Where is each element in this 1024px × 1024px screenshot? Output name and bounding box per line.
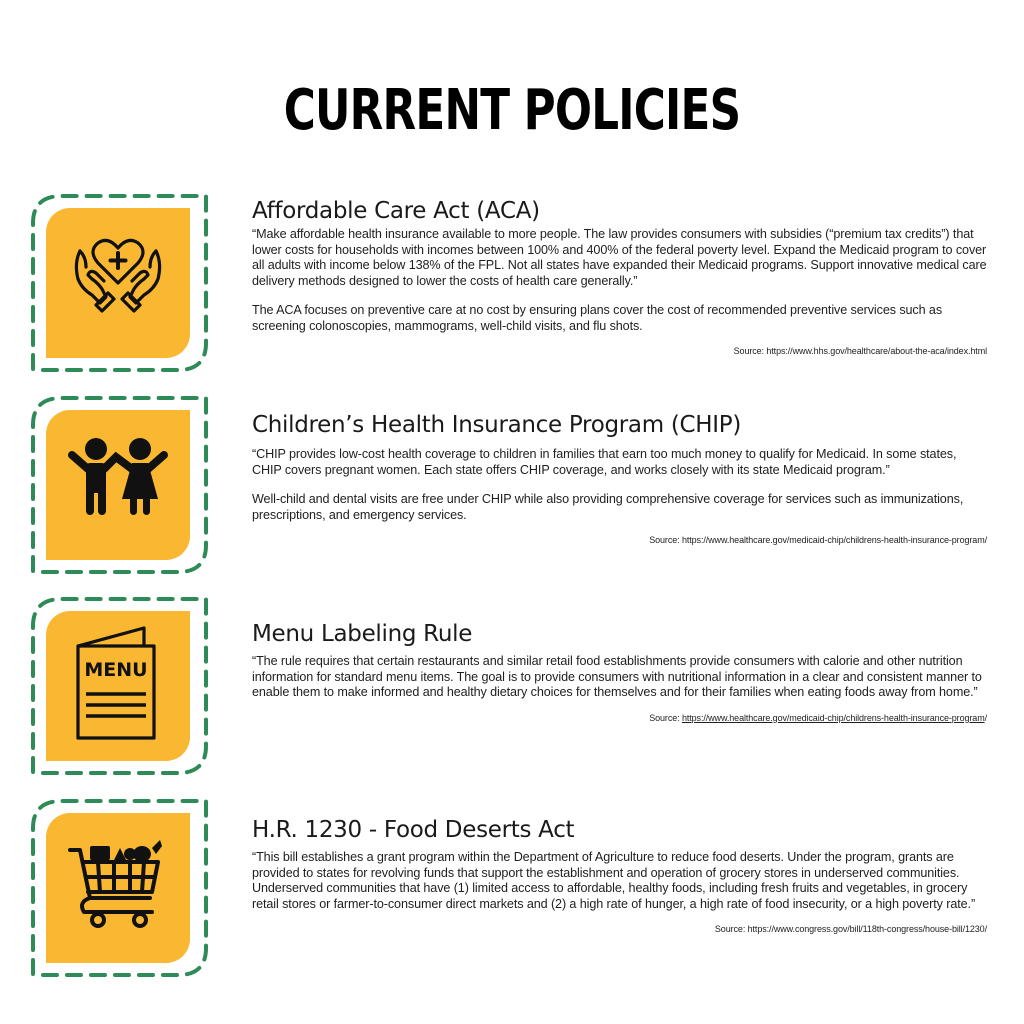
policy-text <box>252 197 987 356</box>
policy-paragraph: The ACA focuses on preventive care at no cost by ensuring plans cover the cost of recommended preventive services such as screening colonoscopies, mammograms, well-child visits, and flu shots. <box>252 303 943 333</box>
icon-frame <box>30 395 208 575</box>
source-link[interactable]: https://www.healthcare.gov/medicaid-chip/childrens-health-insurance-program/ <box>681 535 987 545</box>
icon-frame <box>30 596 208 776</box>
policy-text <box>252 411 987 545</box>
source-link-tail: / <box>984 712 987 723</box>
icon-tile <box>46 611 190 761</box>
source-link[interactable]: https://www.healthcare.gov/medicaid-chip/childrens-health-insurance-program <box>681 712 985 723</box>
menu-icon-text: MENU <box>84 659 148 681</box>
policy-text <box>252 816 987 934</box>
icon-tile <box>46 813 190 963</box>
source-citation <box>252 713 987 723</box>
source-citation <box>252 535 987 545</box>
source-label: Source: <box>649 535 682 545</box>
policy-heading: Affordable Care Act (ACA) <box>252 198 540 224</box>
hands-heart-icon <box>58 223 178 343</box>
source-link[interactable]: https://www.congress.gov/bill/118th-congress/house-bill/1230/ <box>747 924 987 934</box>
children-icon <box>58 425 178 545</box>
page-title: CURRENT POLICIES <box>283 78 741 143</box>
icon-frame <box>30 798 208 978</box>
icon-tile <box>46 410 190 560</box>
policy-paragraph: Well-child and dental visits are free under CHIP while also providing comprehensive coverage for services such as immunizations, prescriptions, and emergency services. <box>252 492 964 522</box>
source-citation <box>252 924 987 934</box>
source-link[interactable]: https://www.hhs.gov/healthcare/about-the-aca/index.html <box>766 346 987 356</box>
policy-paragraph: “Make affordable health insurance available to more people. The law provides consumers with subsidies (“premium tax credits”) that lower costs for households with incomes between 100% and 400% of the federal poverty level. Expand the Medicaid program to cover all adults with income below 138% of the FPL. Not all states have expanded their Medicaid programs. Support innovative medical care delivery methods designed to lower the costs of health care generally.” <box>252 227 987 288</box>
source-citation <box>252 346 987 356</box>
grocery-cart-icon <box>58 828 178 948</box>
policy-heading: H.R. 1230 - Food Deserts Act <box>252 817 575 843</box>
policy-text <box>252 620 987 723</box>
policy-paragraph: “CHIP provides low-cost health coverage to children in families that earn too much money to qualify for Medicaid. In some states, CHIP covers pregnant women. Each state offers CHIP coverage, and works closely with its state Medicaid program.” <box>252 447 957 477</box>
menu-icon <box>58 626 178 746</box>
icon-tile <box>46 208 190 358</box>
icon-frame <box>30 193 208 373</box>
policy-heading: Children’s Health Insurance Program (CHIP) <box>252 412 741 438</box>
source-label: Source: <box>649 712 682 723</box>
policy-paragraph: “The rule requires that certain restaurants and similar retail food establishments provide consumers with calorie and other nutrition information for standard menu items. The goal is to provide consumers with nutritional information in a clear and consistent manner to enable them to make informed and healthy dietary choices for themselves and for their families when eating foods away from home.” <box>252 654 982 699</box>
source-label: Source: <box>733 346 767 356</box>
source-label: Source: <box>714 924 748 934</box>
policy-paragraph: “This bill establishes a grant program within the Department of Agriculture to reduce food deserts. Under the program, grants are provided to states for revolving funds that support the establishment and operation of grocery stores in underserved communities. Underserved communities that have (1) limited access to affordable, healthy foods, including fresh fruits and vegetables, in grocery retail stores or farmer-to-consumer direct markets and (2) a high rate of hunger, a high rate of food insecurity, or a high poverty rate.” <box>252 850 976 911</box>
policy-heading: Menu Labeling Rule <box>252 621 473 647</box>
